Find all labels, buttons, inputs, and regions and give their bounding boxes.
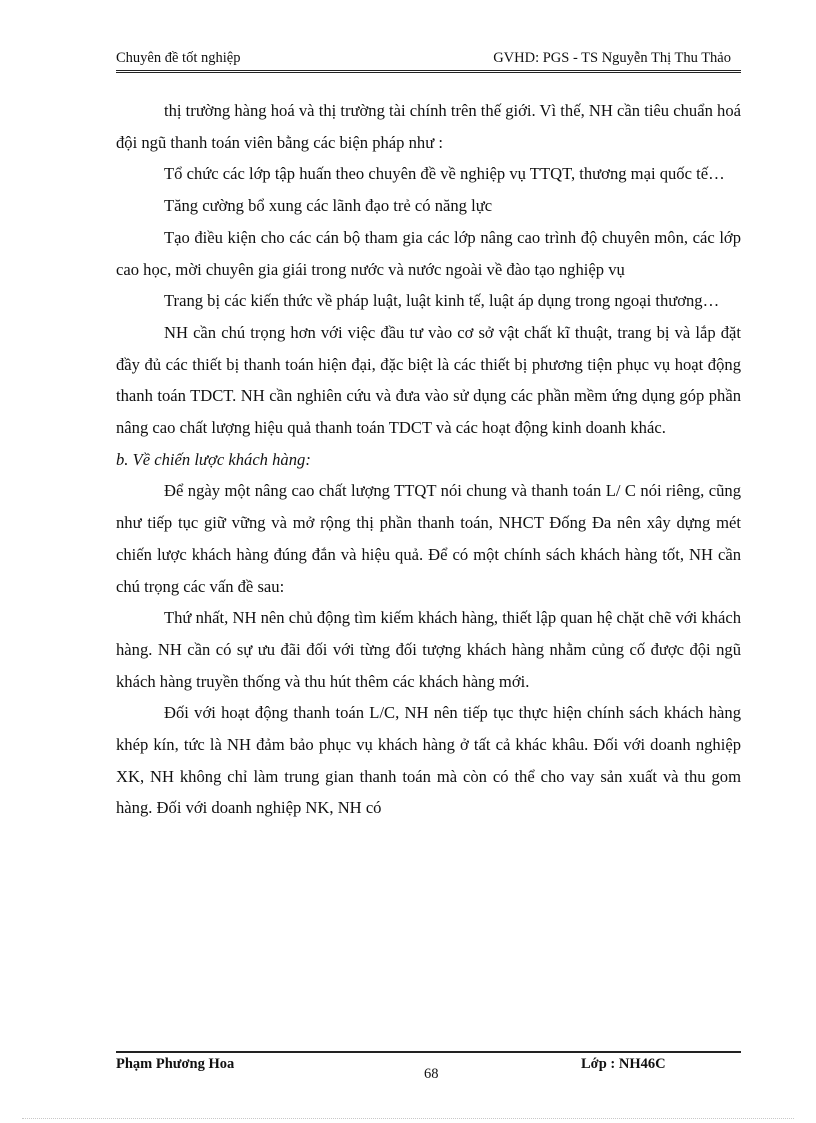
page-bottom-edge	[22, 1118, 794, 1119]
paragraph-training-classes: Tổ chức các lớp tập huấn theo chuyên đề về nghiệp vụ TTQT, thương mại quốc tế…	[164, 164, 725, 184]
paragraph-staff-development: Tạo điều kiện cho các cán bộ tham gia các lớp nâng cao trình độ chuyên môn, các lớp cao học, mời chuyên gia giái trong nước và nước ngoài về đào tạo nghiệp vụ	[116, 227, 741, 279]
paragraph-infrastructure: NH cần chú trọng hơn với việc đầu tư vào cơ sở vật chất kĩ thuật, trang bị và lắp đặt đầy đủ các thiết bị thanh toán hiện đại, đặc biệt là các thiết bị phương tiện phục vụ hoạt động thanh toán TDCT. NH cần nghiên cứu và đưa vào sử dụng các phần mềm ứng dụng góp phần nâng cao chất lượng hiệu quả thanh toán TDCT và các hoạt động kinh doanh khác.	[116, 322, 741, 438]
paragraph-continuation: thị trường hàng hoá và thị trường tài chính trên thế giới. Vì thế, NH cần tiêu chuẩn hoá đội ngũ thanh toán viên bằng các biện pháp như :	[116, 101, 741, 152]
page-body	[116, 95, 741, 824]
paragraph-customer-strategy: Để ngày một nâng cao chất lượng TTQT nói chung và thanh toán L/ C nói riêng, cũng như tiếp tục giữ vững và mở rộng thị phần thanh toán, NHCT Đống Đa nên xây dựng mét chiến lược khách hàng đúng đắn và hiệu quả. Để có một chính sách khách hàng tốt, NH cần chú trọng các vấn đề sau:	[116, 481, 741, 596]
paragraph-legal-knowledge: Trang bị các kiến thức về pháp luật, luật kinh tế, luật áp dụng trong ngoại thương…	[164, 291, 720, 311]
footer-author: Phạm Phương Hoa	[116, 1056, 235, 1072]
section-heading-customer-strategy: b. Về chiến lược khách hàng:	[116, 449, 311, 469]
footer-divider	[116, 1051, 741, 1053]
footer-class: Lớp : NH46C	[581, 1056, 666, 1072]
paragraph-lc-payment: Đối với hoạt động thanh toán L/C, NH nên tiếp tục thực hiện chính sách khách hàng khép kín, tức là NH đảm bảo phục vụ khách hàng ở tất cả khác khâu. Đối với doanh nghiệp XK, NH không chỉ làm trung gian thanh toán mà còn có thể cho vay sản xuất và thu gom hàng. Đối với doanh nghiệp NK, NH có	[116, 703, 741, 818]
paragraph-first-point: Thứ nhất, NH nên chủ động tìm kiếm khách hàng, thiết lập quan hệ chặt chẽ với khách hàng. NH cần có sự ưu đãi đối với từng đối tượng khách hàng nhằm củng cố được đội ngũ khách hàng truyền thống và thu hút thêm các khách hàng mới.	[116, 608, 741, 691]
paragraph-young-leaders: Tăng cường bổ xung các lãnh đạo trẻ có năng lực	[164, 196, 493, 216]
header-supervisor: GVHD: PGS - TS Nguyễn Thị Thu Thảo	[493, 50, 731, 66]
page-header	[116, 48, 741, 73]
header-document-type: Chuyên đề tốt nghiệp	[116, 50, 241, 66]
page-number: 68	[424, 1066, 439, 1082]
